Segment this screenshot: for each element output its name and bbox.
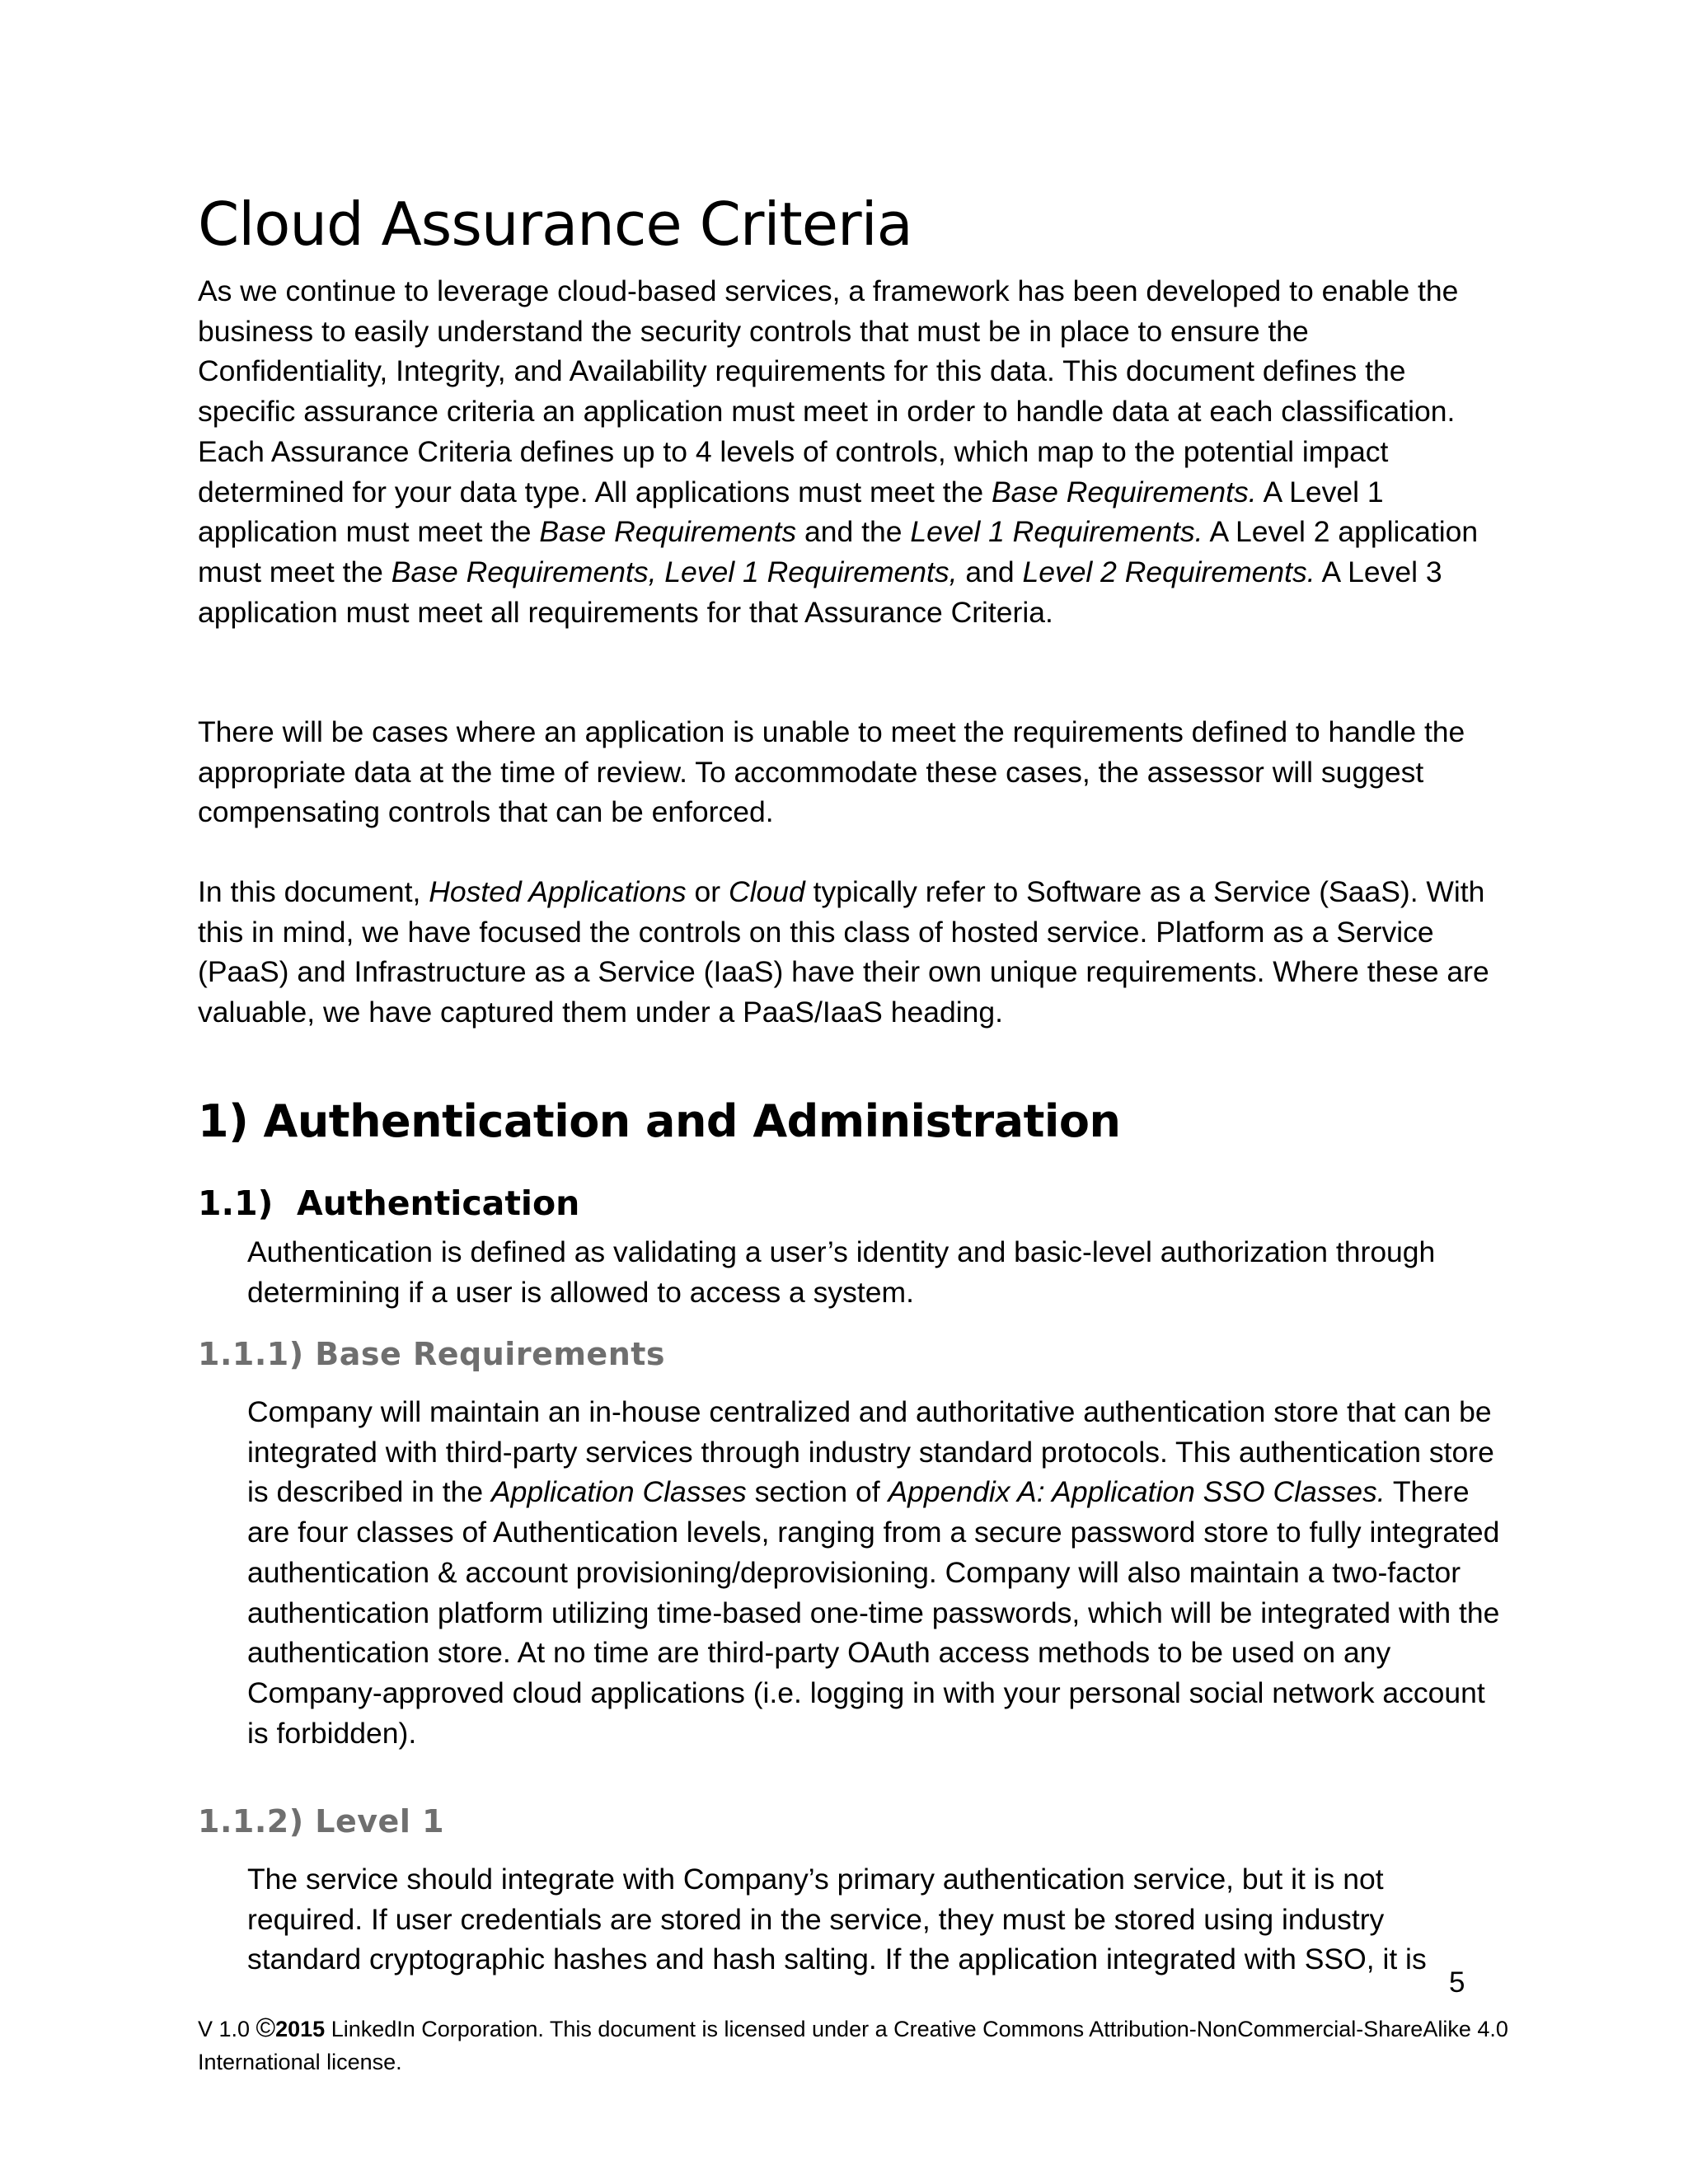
base-requirements-body xyxy=(247,1392,1500,1753)
intro-p1-italic-5: Level 2 Requirements. xyxy=(1022,555,1315,588)
intro-p1-italic-2: Base Requirements xyxy=(539,515,797,549)
level-1-heading: 1.1.2) Level 1 xyxy=(198,1803,445,1840)
intro-p3-text-3: typically refer to Software as a Service (SaaS). With this in mind, we have focused the controls on this class of hosted service. Platform as a Service (PaaS) and Infrastructure as a Service (IaaS) have their own unique requirements. Where these are valuable, we have captured them under a PaaS/IaaS heading. xyxy=(198,875,1489,1029)
footer-license-text: LinkedIn Corporation. This document is licensed under a Creative Commons Attribution-NonCommercial-ShareAlike 4.0 International license. xyxy=(198,2017,1508,2074)
intro-p1-text-4: A Level 2 application must meet the xyxy=(198,515,1479,588)
base-requirements-heading: 1.1.1) Base Requirements xyxy=(198,1336,666,1372)
intro-p3-italic-2: Cloud xyxy=(728,875,805,908)
section-heading: 1) Authentication and Administration xyxy=(198,1095,1121,1147)
intro-p1-italic-4: Base Requirements, Level 1 Requirements, xyxy=(391,555,958,588)
base-text-1: Company will maintain an in-house centralized and authoritative authentication store that can be integrated with third-party services through industry standard protocols. This authentication store is described in the xyxy=(247,1395,1494,1509)
page-title: Cloud Assurance Criteria xyxy=(198,190,912,259)
intro-p1-italic-1: Base Requirements. xyxy=(991,475,1257,509)
footer-version: V 1.0 xyxy=(198,2017,256,2041)
base-text-3: There are four classes of Authentication levels, ranging from a secure password store to fully integrated authentication & account provisioning/deprovisioning. Company will also maintain a two-factor authentication platform utilizing time-based one-time passwords, which will be integrated with the authentication store. At no time are third-party OAuth access methods to be used on any Company-approved cloud applications (i.e. logging in with your personal social network account is forbidden). xyxy=(247,1475,1500,1750)
base-text-2: section of xyxy=(746,1475,889,1509)
intro-p3-text-2: or xyxy=(686,875,729,908)
copyright-symbol: © xyxy=(256,2013,276,2042)
level-1-body: The service should integrate with Company’s primary authentication service, but it is not required. If user credentials are stored in the service, they must be stored using industry standard cryptographic hashes and hash salting. If the application integrated with SSO, it is xyxy=(247,1863,1427,1976)
subsection-number: 1.1) xyxy=(198,1183,274,1223)
intro-p1-text-1: As we continue to leverage cloud-based services, a framework has been developed to enable the business to easily understand the security controls that must be in place to ensure the Confidentiality, Integrity, and Availability requirements for this data. This document defines the specific assurance criteria an application must meet in order to handle data at each classification. Each Assurance Criteria defines up to 4 levels of controls, which map to the potential impact determined for your data type. All applications must meet the xyxy=(198,274,1459,509)
intro-p3-italic-1: Hosted Applications xyxy=(429,875,687,908)
intro-p1-text-3: and the xyxy=(796,515,911,549)
intro-p3-text-1: In this document, xyxy=(198,875,429,908)
intro-paragraph-3 xyxy=(198,872,1500,1033)
intro-p1-text-5: and xyxy=(957,555,1023,588)
intro-paragraph-2: There will be cases where an application is unable to meet the requirements defined to handle the appropriate data at the time of review. To accommodate these cases, the assessor will suggest compensating controls that can be enforced. xyxy=(198,715,1465,829)
intro-paragraph-1 xyxy=(198,271,1500,632)
authentication-definition: Authentication is defined as validating a user’s identity and basic-level authorization through determining if a user is allowed to access a system. xyxy=(247,1235,1436,1309)
intro-p1-italic-3: Level 1 Requirements. xyxy=(910,515,1203,549)
base-italic-2: Appendix A: Application SSO Classes. xyxy=(888,1475,1386,1509)
base-italic-1: Application Classes xyxy=(491,1475,747,1509)
intro-p1-text-6: A Level 3 application must meet all requirements for that Assurance Criteria. xyxy=(198,555,1442,629)
footer-year: 2015 xyxy=(275,2017,326,2041)
subsection-heading xyxy=(198,1183,580,1223)
license-footer xyxy=(198,2011,1517,2079)
intro-p1-text-2: A Level 1 application must meet the xyxy=(198,475,1384,549)
page-number: 5 xyxy=(1449,1966,1465,1999)
subsection-title: Authentication xyxy=(297,1183,580,1223)
